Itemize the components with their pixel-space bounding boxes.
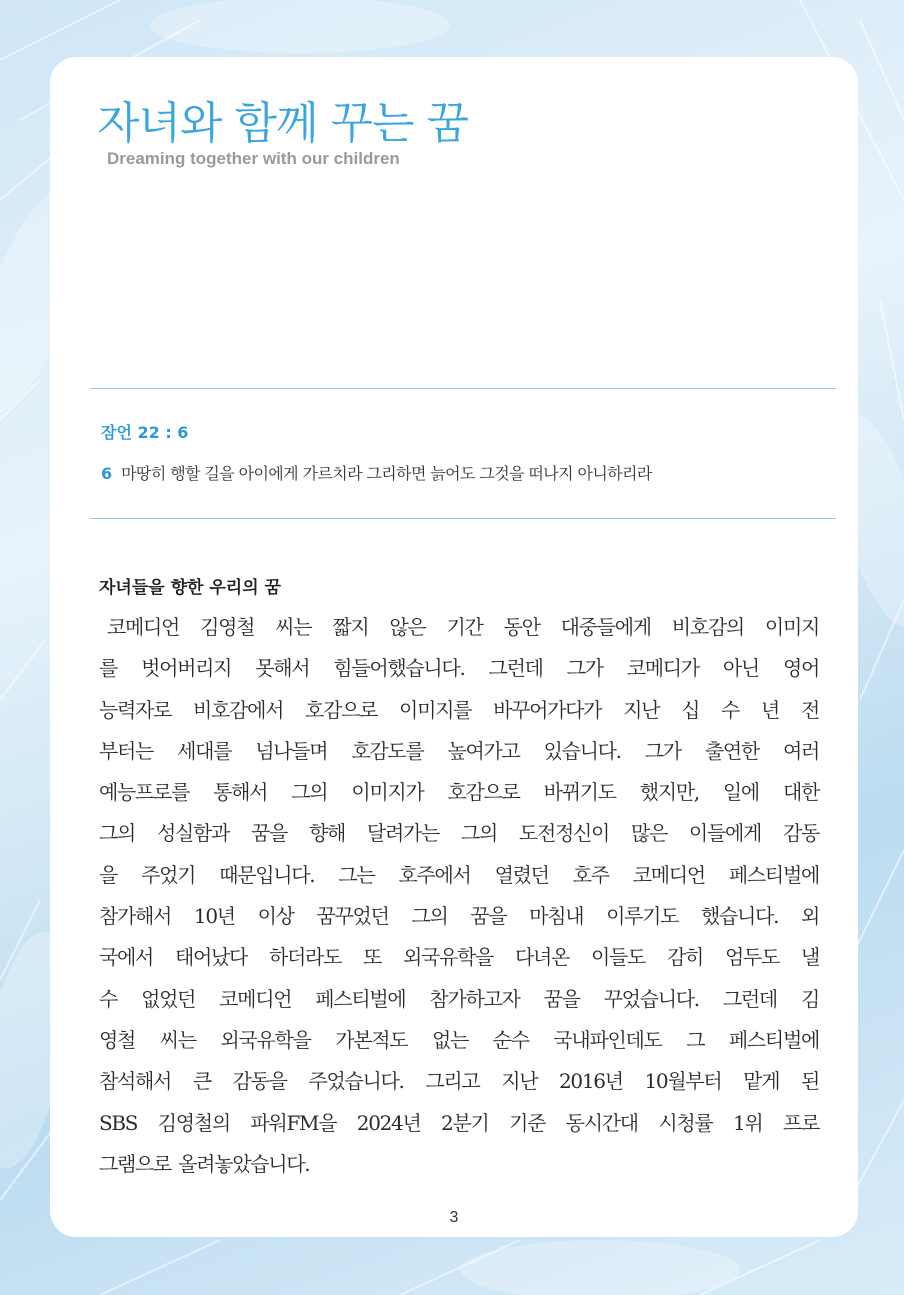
body-line: 예능프로를 통해서 그의 이미지가 호감으로 바뀌기도 했지만, 일에 대한 (99, 780, 819, 805)
body-line: 참석해서 큰 감동을 주었습니다. 그리고 지난 2016년 10월부터 맡게 된 (99, 1069, 819, 1094)
body-line: 부터는 세대를 넘나들며 호감도를 높여가고 있습니다. 그가 출연한 여러 (99, 738, 819, 763)
body-line: 그의 성실함과 꿈을 향해 달려가는 그의 도전정신이 많은 이들에게 감동 (99, 821, 819, 846)
body-line: SBS 김영철의 파워FM을 2024년 2분기 기준 동시간대 시청률 1위 프로 (99, 1110, 819, 1135)
section-heading: 자녀들을 향한 우리의 꿈 (99, 578, 281, 598)
body-line: 그램으로 올려놓았습니다. (99, 1151, 310, 1176)
body-line: 코메디언 김영철 씨는 짧지 않은 기간 동안 대중들에게 비호감의 이미지 (107, 615, 819, 639)
verse-reference: 잠언 22 : 6 (101, 423, 189, 442)
body-line: 능력자로 비호감에서 호감으로 이미지를 바꾸어가다가 지난 십 수 년 전 (99, 697, 819, 722)
body-line: 영철 씨는 외국유학을 가본적도 없는 순수 국내파인데도 그 페스티벌에 (99, 1027, 819, 1052)
page-number: 3 (449, 1209, 459, 1226)
verse-number: 6 (101, 464, 113, 483)
page-subtitle: Dreaming together with our children (107, 149, 400, 168)
body-line: 국에서 태어났다 하더라도 또 외국유학을 다녀온 이들도 감히 엄두도 낼 (99, 945, 819, 970)
content-card (50, 57, 858, 1237)
body-paragraph (99, 607, 819, 1185)
divider-top (90, 388, 836, 389)
page-title: 자녀와 함께 꾸는 꿈 (97, 98, 468, 149)
body-line: 를 벗어버리지 못해서 힘들어했습니다. 그런데 그가 코메디가 아닌 영어 (99, 656, 819, 681)
body-line: 수 없었던 코메디언 페스티벌에 참가하고자 꿈을 꾸었습니다. 그런데 김 (99, 986, 819, 1011)
verse-line (101, 461, 652, 484)
verse-text: 마땅히 행할 길을 아이에게 가르치라 그리하면 늙어도 그것을 떠나지 아니하리라 (121, 464, 652, 483)
body-line: 을 주었기 때문입니다. 그는 호주에서 열렸던 호주 코메디언 페스티벌에 (99, 862, 819, 887)
body-line: 참가해서 10년 이상 꿈꾸었던 그의 꿈을 마침내 이루기도 했습니다. 외 (99, 904, 819, 929)
divider-bottom (90, 518, 836, 519)
